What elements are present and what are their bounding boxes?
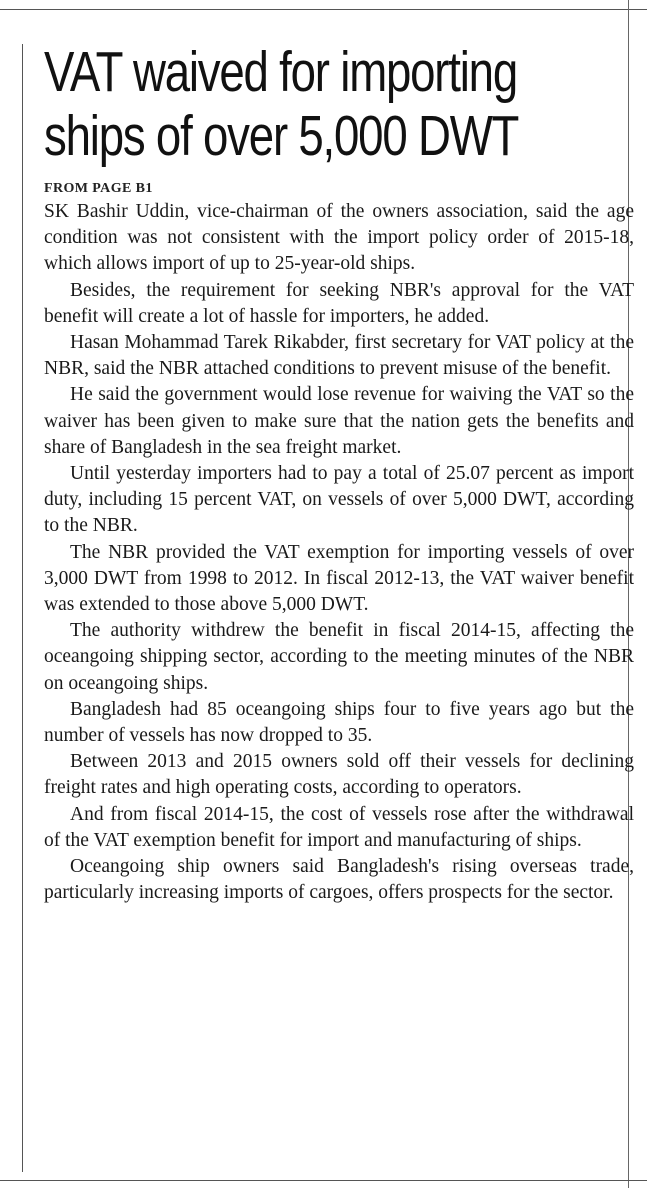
paragraph: Until yesterday importers had to pay a total of 25.07 percent as import duty, including 15 percent VAT, on vessels of over 5,000 DWT, according to the NBR. — [44, 463, 634, 537]
paragraph: Bangladesh had 85 oceangoing ships four to five years ago but the number of vessels has now dropped to 35. — [44, 698, 634, 747]
top-rule — [0, 9, 647, 10]
headline: VAT waived for importing ships of over 5,000 DWT — [44, 40, 519, 168]
paragraph: SK Bashir Uddin, vice-chairman of the owners association, said the age condition was not consistent with the import policy order of 2015-18, which allows import of up to 25-year-old ships. — [44, 201, 634, 275]
article-body — [44, 199, 634, 906]
article — [44, 40, 634, 906]
paragraph: And from fiscal 2014-15, the cost of vessels rose after the withdrawal of the VAT exemption benefit for import and manufacturing of ships. — [44, 803, 634, 851]
dateline: FROM PAGE B1 — [44, 181, 153, 196]
left-column-rule — [22, 44, 23, 1172]
bottom-rule — [0, 1180, 647, 1181]
paragraph: Oceangoing ship owners said Bangladesh's rising overseas trade, particularly increasing imports of cargoes, offers prospects for the sector. — [44, 856, 634, 904]
paragraph: The NBR provided the VAT exemption for importing vessels of over 3,000 DWT from 1998 to 2012. In fiscal 2012-13, the VAT waiver benefit was extended to those above 5,000 DWT. — [44, 541, 634, 616]
paragraph: Hasan Mohammad Tarek Rikabder, first secretary for VAT policy at the NBR, said the NBR attached conditions to prevent misuse of the benefit. — [44, 332, 634, 380]
paragraph: The authority withdrew the benefit in fiscal 2014-15, affecting the oceangoing shipping sector, according to the meeting minutes of the NBR on oceangoing ships. — [44, 620, 634, 694]
paragraph: Between 2013 and 2015 owners sold off their vessels for declining freight rates and high operating costs, according to operators. — [44, 751, 634, 799]
paragraph: Besides, the requirement for seeking NBR's approval for the VAT benefit will create a lot of hassle for importers, he added. — [44, 279, 634, 327]
paragraph: He said the government would lose revenue for waiving the VAT so the waiver has been given to make sure that the nation gets the benefits and share of Bangladesh in the sea freight market. — [44, 384, 634, 458]
